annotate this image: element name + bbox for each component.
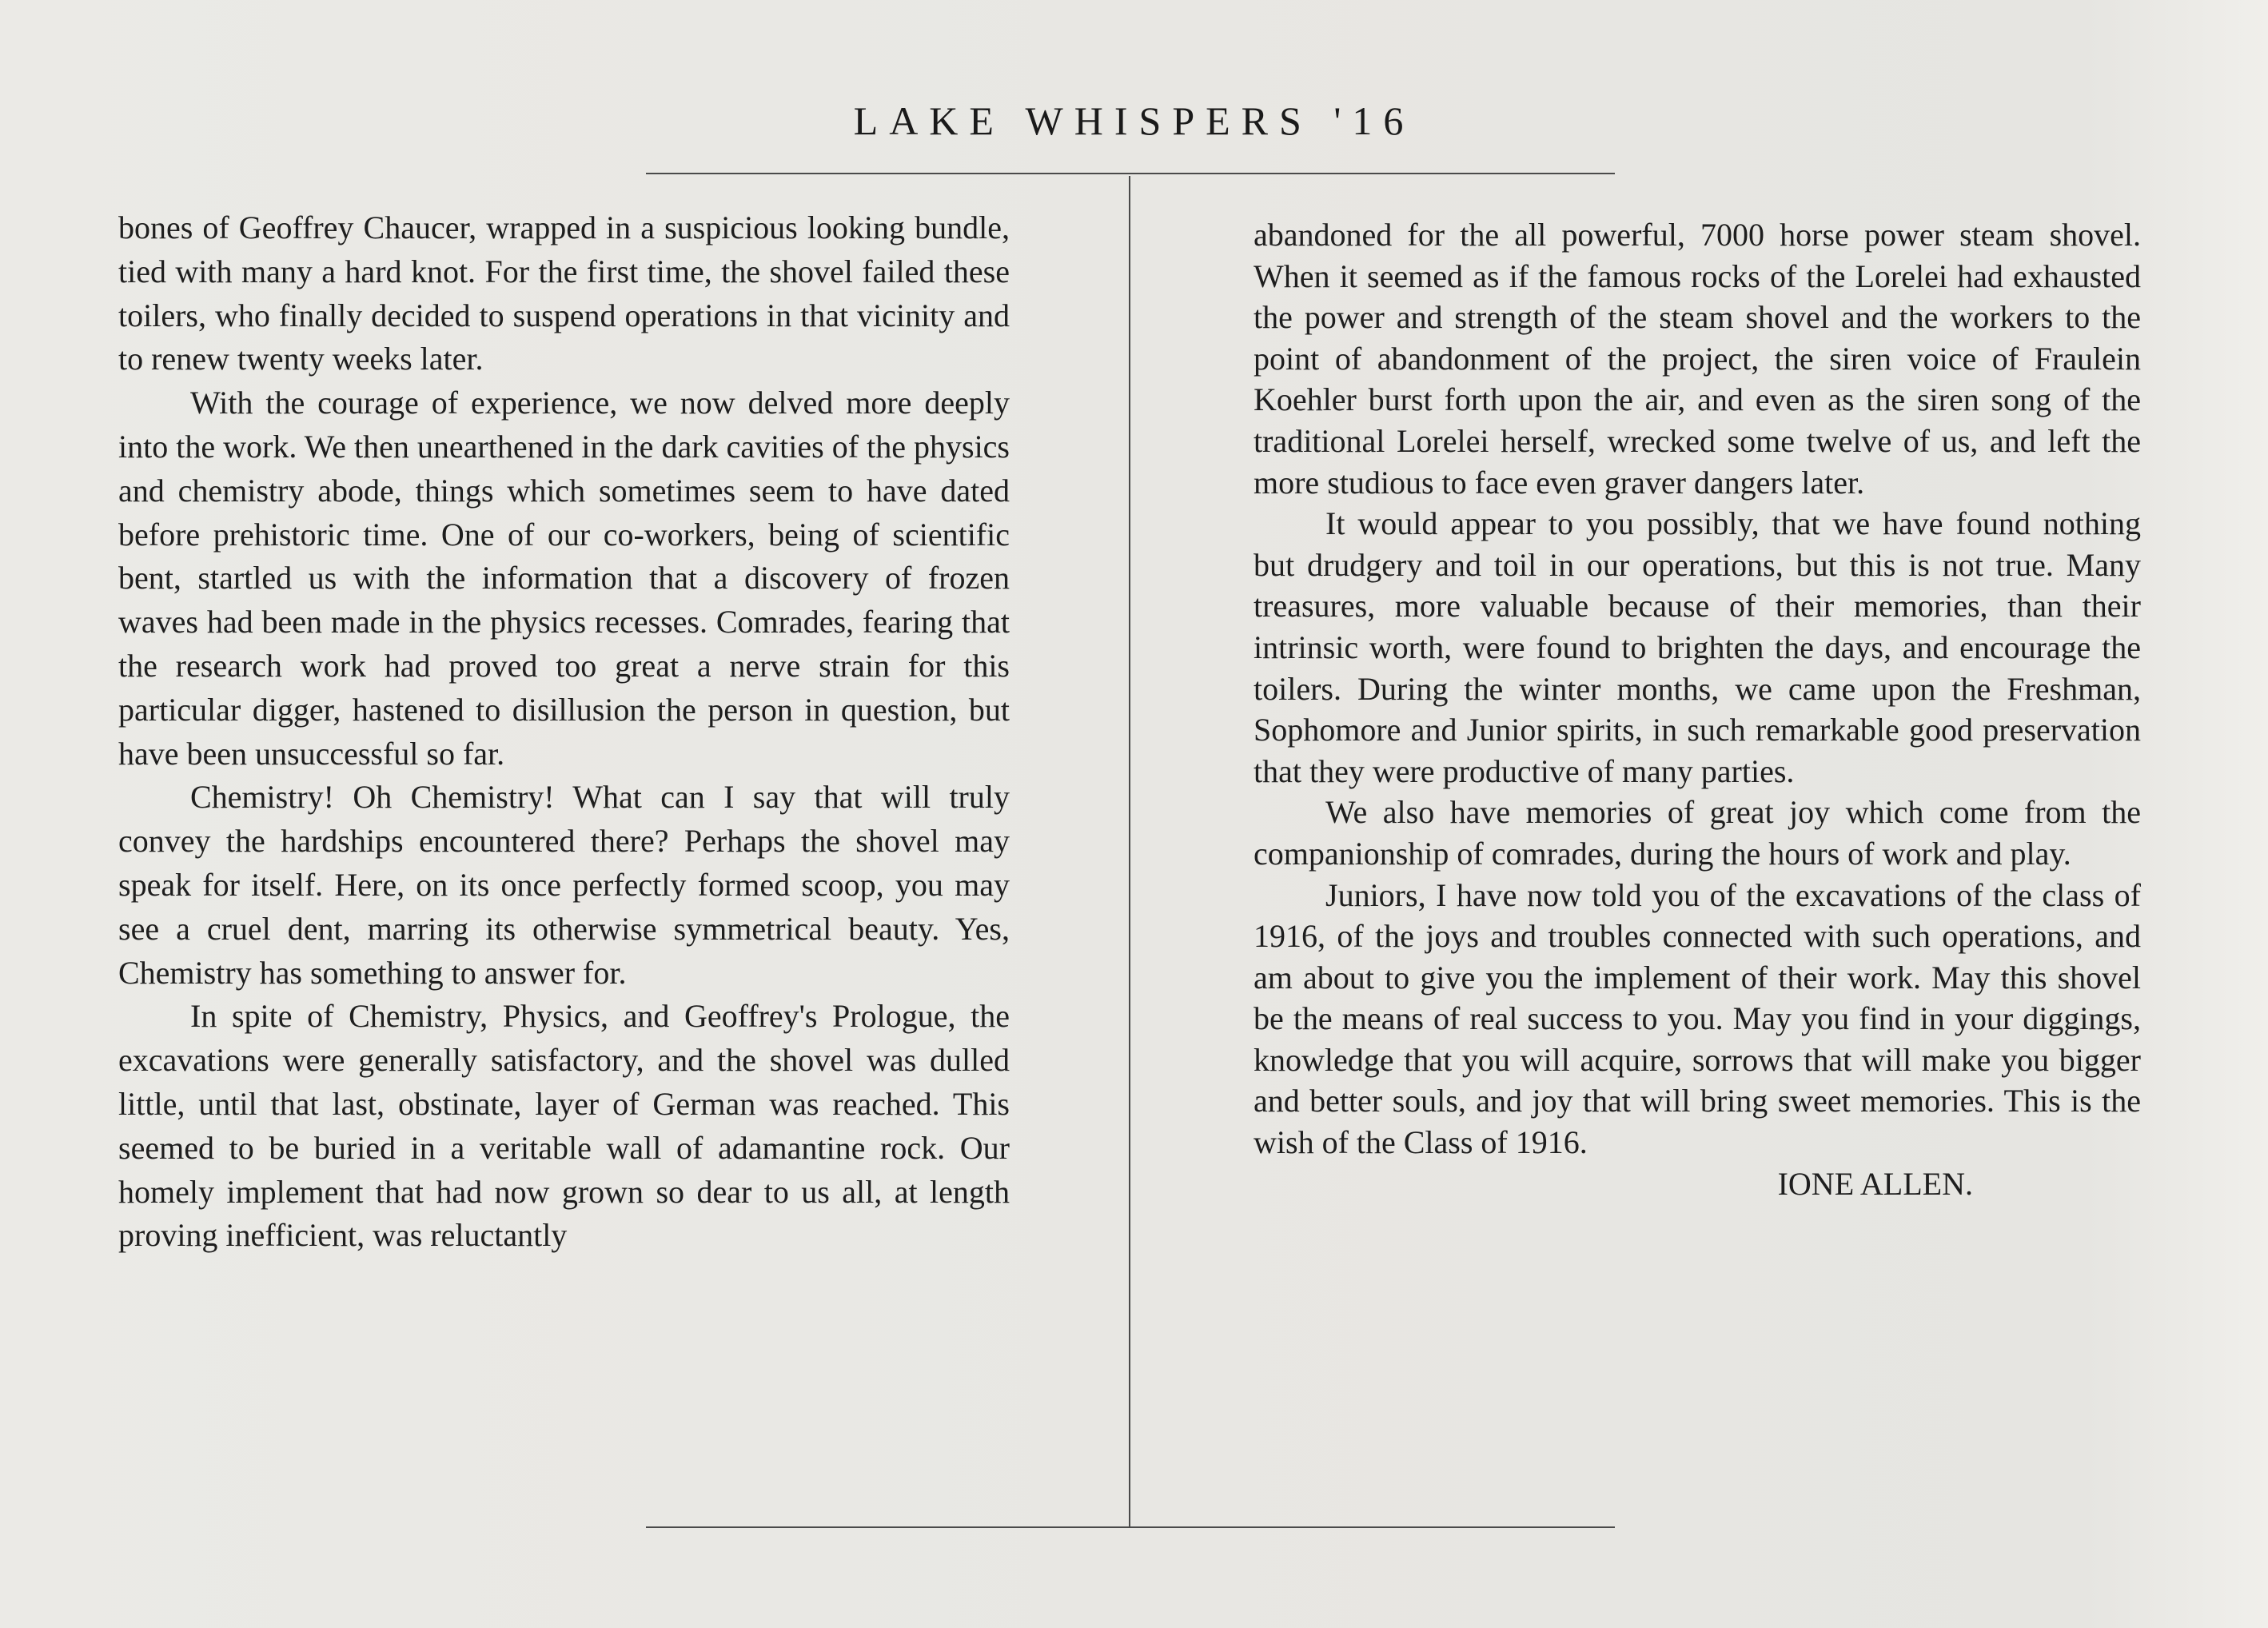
paragraph: Chemistry! Oh Chemistry! What can I say that will truly convey the hardships encountered there? Perhaps the shovel may speak for itself. Here, on its once perfectly formed scoop, you may see a cruel dent, marring its otherwise symmetrical beauty. Yes, Chemistry has something to answer for.	[118, 779, 1010, 991]
header-rule	[646, 173, 1615, 174]
paragraph: It would appear to you possibly, that we have found nothing but drudgery and toil in our operations, but this is not true. Many treasures, more valuable because of their memories, than their intrinsic worth, were found to brighten the days, and encourage the toilers. During the winter months, we came upon the Freshman, Sophomore and Junior spirits, in such remarkable good preservation that they were productive of many parties.	[1254, 505, 2141, 789]
paragraph: bones of Geoffrey Chaucer, wrapped in a suspicious looking bundle, tied with many a hard knot. For the first time, the shovel failed these toilers, who finally decided to suspend operations in that vicinity and to renew twenty weeks later.	[118, 209, 1010, 377]
paragraph: We also have memories of great joy which come from the companionship of comrades, during the hours of work and play.	[1254, 794, 2141, 872]
column-divider	[1129, 176, 1130, 1526]
paragraph: abandoned for the all powerful, 7000 horse power steam shovel. When it seemed as if the famous rocks of the Lorelei had exhausted the power and strength of the steam shovel and the workers to the point of abandonment of the project, the siren voice of Fraulein Koehler burst forth upon the air, and even as the siren song of the traditional Lorelei herself, wrecked some twelve of us, and left the more studious to face even graver dangers later.	[1254, 217, 2141, 501]
author-signature: IONE ALLEN.	[1777, 1165, 1973, 1202]
running-header: LAKE WHISPERS '16	[853, 98, 1415, 143]
paragraph: With the courage of experience, we now delved more deeply into the work. We then unearthened in the dark cavities of the physics and chemistry abode, things which sometimes seem to have dated before prehistoric time. One of our co-workers, being of scientific bent, startled us with the information that a discovery of frozen waves had been made in the physics recesses. Comrades, fearing that the research work had proved too great a nerve strain for this particular digger, hastened to disillusion the person in question, but have been unsuccessful so far.	[118, 385, 1010, 772]
footer-rule	[646, 1526, 1615, 1528]
paragraph: In spite of Chemistry, Physics, and Geoffrey's Prologue, the excavations were generally satisfactory, and the shovel was dulled little, until that last, obstinate, layer of German was reached. This seemed to be buried in a veritable wall of adamantine rock. Our homely implement that had now grown so dear to us all, at length proving inefficient, was reluctantly	[118, 998, 1010, 1254]
paragraph: Juniors, I have now told you of the excavations of the class of 1916, of the joys and troubles connected with such operations, and am about to give you the implement of their work. May this shovel be the means of real success to you. May you find in your diggings, knowledge that you will acquire, sorrows that will make you bigger and better souls, and joy that will bring sweet memories. This is the wish of the Class of 1916.	[1254, 876, 2141, 1161]
left-column	[118, 206, 1010, 1258]
right-column	[1254, 214, 2141, 1204]
